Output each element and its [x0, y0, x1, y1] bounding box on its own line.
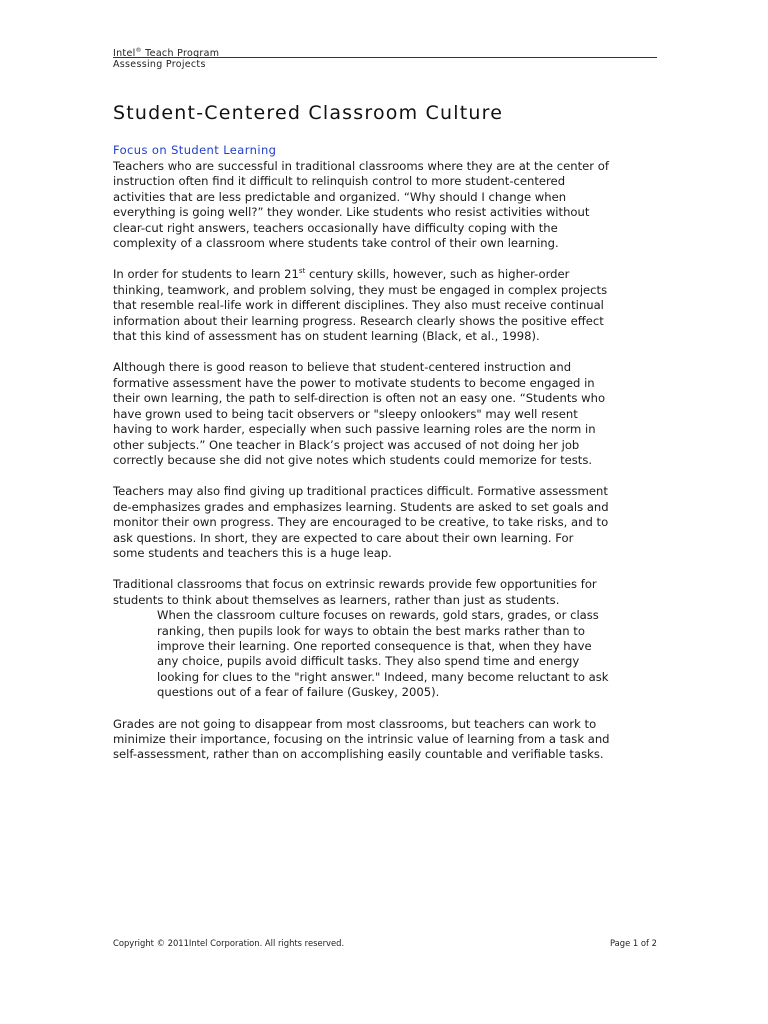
text-line: Grades are not going to disappear from most classrooms, but teachers can work to [113, 716, 597, 731]
document-subtitle: Assessing Projects [113, 59, 206, 70]
text-line: formative assessment have the power to motivate students to become engaged in [113, 375, 595, 390]
section-heading: Focus on Student Learning [113, 143, 277, 157]
text-line: ranking, then pupils look for ways to obtain the best marks rather than to [157, 623, 585, 638]
text-line: have grown used to being tacit observers or "sleepy onlookers" may well resent [113, 406, 578, 421]
program-name: Intel® Teach Program [113, 47, 220, 60]
text-line: de-emphasizes grades and emphasizes learning. Students are asked to set goals and [113, 499, 609, 514]
paragraph-5 [113, 577, 658, 608]
text-line: any choice, pupils avoid difficult tasks. They also spend time and energy [157, 654, 580, 669]
block-quote [157, 608, 658, 700]
document-body [113, 159, 658, 779]
text-line: their own learning, the path to self-direction is often not an easy one. “Students who [113, 391, 606, 406]
text-line: information about their learning progress. Research clearly shows the positive effect [113, 313, 604, 328]
text-line: having to work harder, especially when such passive learning roles are the norm in [113, 422, 596, 437]
text-line: thinking, teamwork, and problem solving, they must be engaged in complex projects [113, 282, 608, 297]
paragraph-6 [113, 717, 658, 763]
text-line: students to think about themselves as learners, rather than just as students. [113, 592, 560, 607]
text-line: everything is going well?” they wonder. Like students who resist activities without [113, 205, 590, 220]
ordinal-suffix: st [298, 267, 306, 276]
text-line: other subjects.” One teacher in Black’s project was accused of not doing her job [113, 437, 580, 452]
text-line: instruction often find it difficult to relinquish control to more student-centered [113, 174, 566, 189]
paragraph-1 [113, 159, 658, 251]
header-divider [113, 57, 657, 58]
text-line: monitor their own progress. They are encouraged to be creative, to take risks, and to [113, 515, 609, 530]
text-line: activities that are less predictable and organized. “Why should I change when [113, 189, 567, 204]
page-number: Page 1 of 2 [610, 938, 657, 948]
text-line: Traditional classrooms that focus on extrinsic rewards provide few opportunities for [113, 577, 597, 592]
page-header [113, 44, 657, 70]
text-line: clear-cut right answers, teachers occasionally have difficulty coping with the [113, 220, 558, 235]
text-line: complexity of a classroom where students take control of their own learning. [113, 236, 559, 251]
text-line: ask questions. In short, they are expected to care about their own learning. For [113, 530, 574, 545]
text-line: that this kind of assessment has on student learning (Black, et al., 1998). [113, 329, 540, 344]
text-line: Teachers may also find giving up traditional practices difficult. Formative assessment [113, 484, 608, 499]
text-line: improve their learning. One reported consequence is that, when they have [157, 638, 592, 653]
text-line: correctly because she did not give notes which students could memorize for tests. [113, 452, 593, 467]
paragraph-4 [113, 484, 658, 561]
text-line: Teachers who are successful in traditional classrooms where they are at the center of [113, 159, 609, 173]
text-line: In order for students to learn 21st century skills, however, such as higher-order [113, 267, 570, 282]
paragraph-3 [113, 360, 658, 468]
paragraph-2 [113, 267, 658, 344]
text-line: questions out of a fear of failure (Guskey, 2005). [157, 685, 440, 700]
text-line: self-assessment, rather than on accomplishing easily countable and verifiable tasks. [113, 747, 604, 762]
text-line: When the classroom culture focuses on rewards, gold stars, grades, or class [157, 608, 599, 623]
page-title: Student-Centered Classroom Culture [113, 102, 504, 124]
page-footer [113, 938, 657, 948]
registered-mark: ® [135, 47, 142, 54]
text-line: some students and teachers this is a huge leap. [113, 545, 392, 560]
copyright-notice: Copyright © 2011Intel Corporation. All rights reserved. [113, 938, 345, 948]
text-line: that resemble real-life work in different disciplines. They also must receive continual [113, 298, 604, 313]
text-line: looking for clues to the "right answer." Indeed, many become reluctant to ask [157, 669, 609, 684]
text-line: Although there is good reason to believe that student-centered instruction and [113, 360, 572, 375]
text-line: minimize their importance, focusing on the intrinsic value of learning from a task and [113, 732, 610, 746]
